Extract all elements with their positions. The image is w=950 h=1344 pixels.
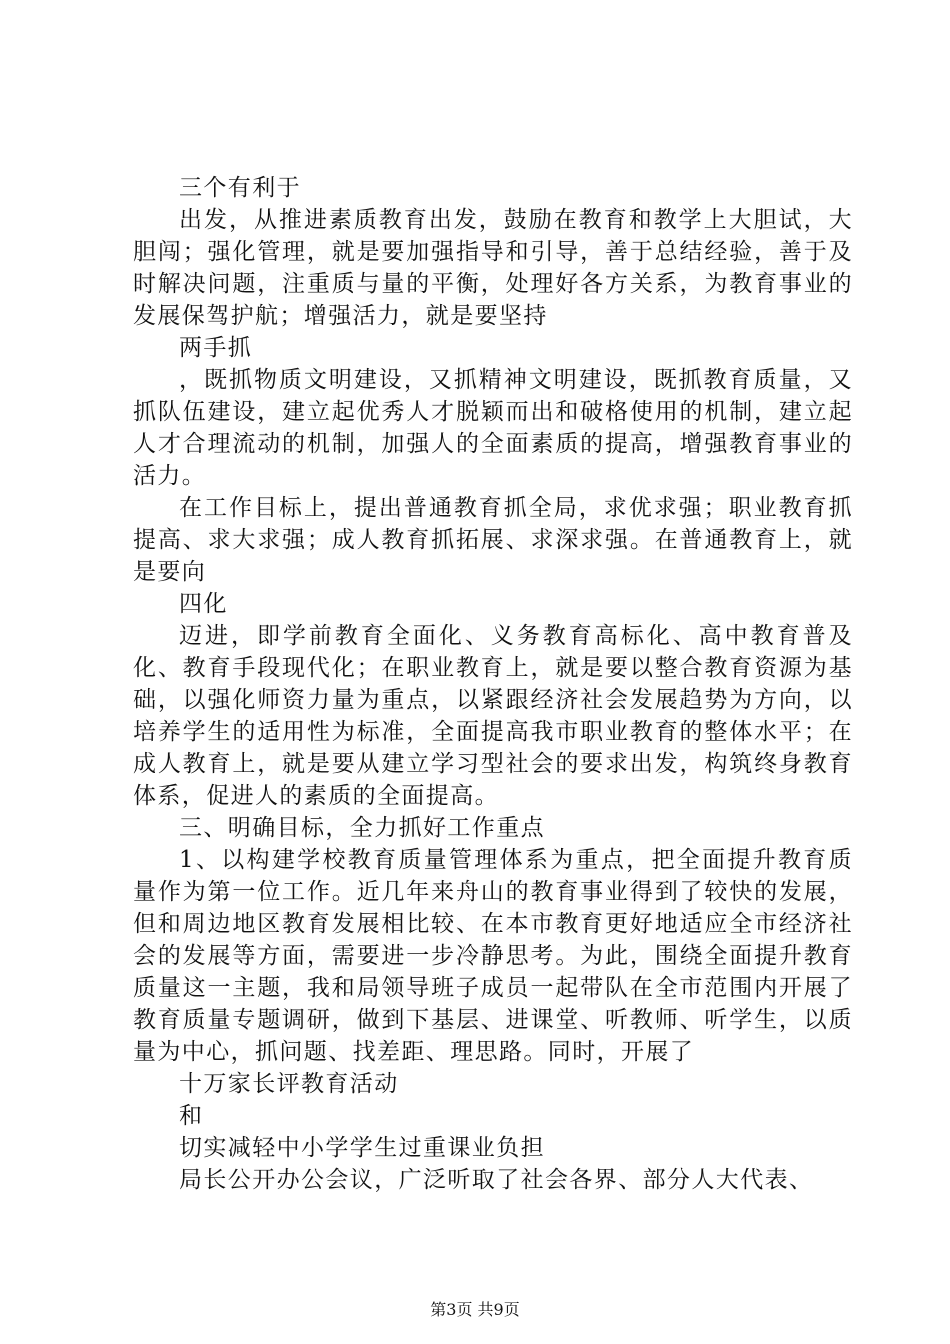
paragraph: 和 bbox=[179, 1103, 204, 1129]
paragraph: 切实减轻中小学学生过重课业负担 bbox=[179, 1135, 545, 1161]
paragraph: 两手抓 bbox=[179, 335, 253, 361]
paragraph: 在工作目标上，提出普通教育抓全局，求优求强；职业教育抓提高、求大求强；成人教育抓拓展、求深求强。在普通教育上，就是要向 bbox=[133, 495, 853, 585]
paragraph: 十万家长评教育活动 bbox=[179, 1071, 399, 1097]
paragraph: ，既抓物质文明建设，又抓精神文明建设，既抓教育质量，又抓队伍建设，建立起优秀人才脱颖而出和破格使用的机制，建立起人才合理流动的机制，加强人的全面素质的提高，增强教育事业的活力。 bbox=[133, 367, 853, 489]
page-footer bbox=[0, 1300, 950, 1320]
paragraph: 局长公开办公会议，广泛听取了社会各界、部分人大代表、 bbox=[179, 1167, 814, 1193]
paragraph: 迈进，即学前教育全面化、义务教育高标化、高中教育普及化、教育手段现代化；在职业教育上，就是要以整合教育资源为基础，以强化师资力量为重点，以紧跟经济社会发展趋势为方向，以培养学生的适用性为标准，全面提高我市职业教育的整体水平；在成人教育上，就是要从建立学习型社会的要求出发，构筑终身教育体系，促进人的素质的全面提高。 bbox=[133, 623, 853, 809]
paragraph: 三个有利于 bbox=[179, 175, 301, 201]
paragraph: 四化 bbox=[179, 591, 228, 617]
document-body bbox=[133, 172, 853, 1196]
paragraph: 出发，从推进素质教育出发，鼓励在教育和教学上大胆试，大胆闯；强化管理，就是要加强指导和引导，善于总结经验，善于及时解决问题，注重质与量的平衡，处理好各方关系，为教育事业的发展保驾护航；增强活力，就是要坚持 bbox=[133, 207, 853, 329]
paragraph: 1、以构建学校教育质量管理体系为重点，把全面提升教育质量作为第一位工作。近几年来舟山的教育事业得到了较快的发展，但和周边地区教育发展相比较、在本市教育更好地适应全市经济社会的发展等方面，需要进一步冷静思考。为此，围绕全面提升教育质量这一主题，我和局领导班子成员一起带队在全市范围内开展了教育质量专题调研，做到下基层、进课堂、听教师、听学生，以质量为中心，抓问题、找差距、理思路。同时，开展了 bbox=[133, 847, 853, 1065]
section-heading: 三、明确目标，全力抓好工作重点 bbox=[179, 815, 545, 841]
page-number: 第3页 共9页 bbox=[430, 1300, 520, 1319]
